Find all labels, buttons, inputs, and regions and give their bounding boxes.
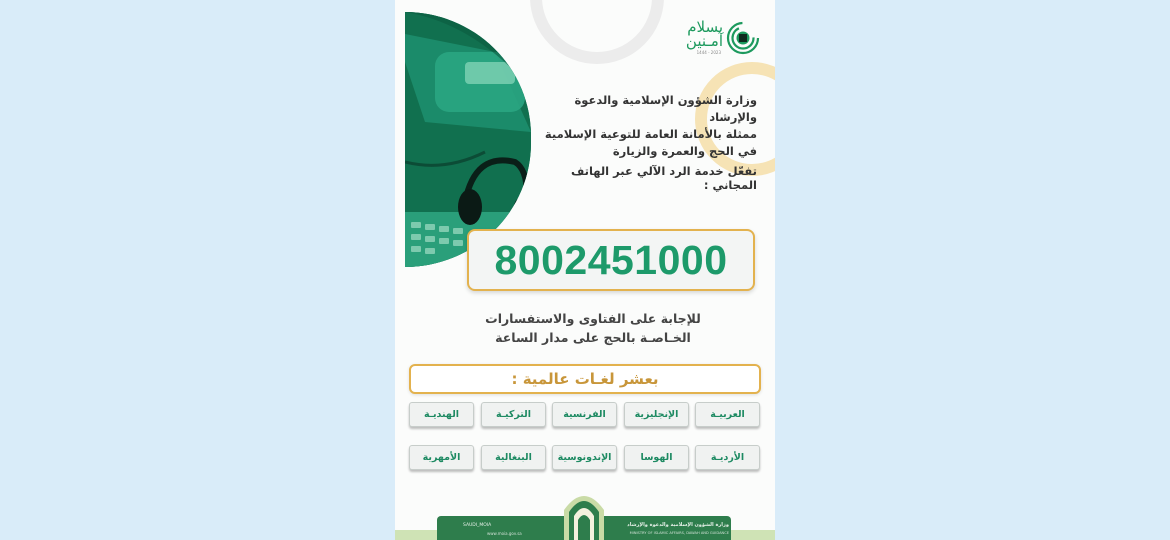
- logo-years: 1444 - 2023: [696, 50, 721, 55]
- answer-line1: للإجابة على الفتاوى والاستفسارات: [485, 311, 701, 326]
- language-turkish[interactable]: التركيـة: [481, 402, 546, 427]
- language-urdu[interactable]: الأرديـة: [695, 445, 760, 470]
- language-amharic[interactable]: الأمهرية: [409, 445, 474, 470]
- footer-website[interactable]: www.moia.gov.sa: [487, 531, 522, 536]
- language-french[interactable]: الفرنسية: [552, 402, 617, 427]
- footer-handle[interactable]: SAUDI_MOIA: [463, 523, 492, 528]
- languages-header: [409, 364, 761, 394]
- language-bengali[interactable]: البنغالية: [481, 445, 546, 470]
- language-indonesian[interactable]: الإندونوسية: [552, 445, 617, 470]
- decorative-ring-top: [530, 0, 664, 64]
- footer-ministry-en: MINISTRY OF ISLAMIC AFFAIRS, DAWAH AND GUIDANCE: [629, 531, 729, 535]
- ministry-emblem-icon: [560, 488, 608, 540]
- ministry-line3: في الحج والعمرة والزيارة: [612, 144, 757, 158]
- phone-number-box[interactable]: [467, 229, 755, 291]
- answer-statement: [485, 309, 701, 347]
- poster: [395, 0, 775, 540]
- ministry-statement: [527, 92, 757, 160]
- logo-line1: بسلام: [687, 18, 723, 36]
- answer-line2: الخـاصـة بالحج على مدار الساعة: [495, 330, 691, 345]
- languages-header-text: بعشر لغـات عالمية :: [511, 370, 659, 388]
- ministry-line1: وزارة الشؤون الإسلامية والدعوة والإرشاد: [574, 93, 757, 124]
- logo-line2: آمـنين: [685, 32, 723, 50]
- language-english[interactable]: الإنجليزية: [624, 402, 689, 427]
- service-text: تفعّل خدمة الرد الآلي عبر الهاتف المجاني :: [570, 164, 757, 192]
- language-arabic[interactable]: العربيـة: [695, 402, 760, 427]
- language-hindi[interactable]: الهنديـة: [409, 402, 474, 427]
- ministry-line2: ممثلة بالأمانة العامة للتوعية الإسلامية: [544, 127, 757, 141]
- salam-amineen-logo: [673, 18, 765, 58]
- logo-mark-icon: [725, 20, 761, 56]
- phone-number[interactable]: 8002451000: [494, 236, 728, 283]
- logo-text: [673, 18, 723, 58]
- footer-ministry-ar: وزارة الشؤون الإسلامية والدعوة والإرشاد: [627, 522, 729, 528]
- language-hausa[interactable]: الهوسا: [624, 445, 689, 470]
